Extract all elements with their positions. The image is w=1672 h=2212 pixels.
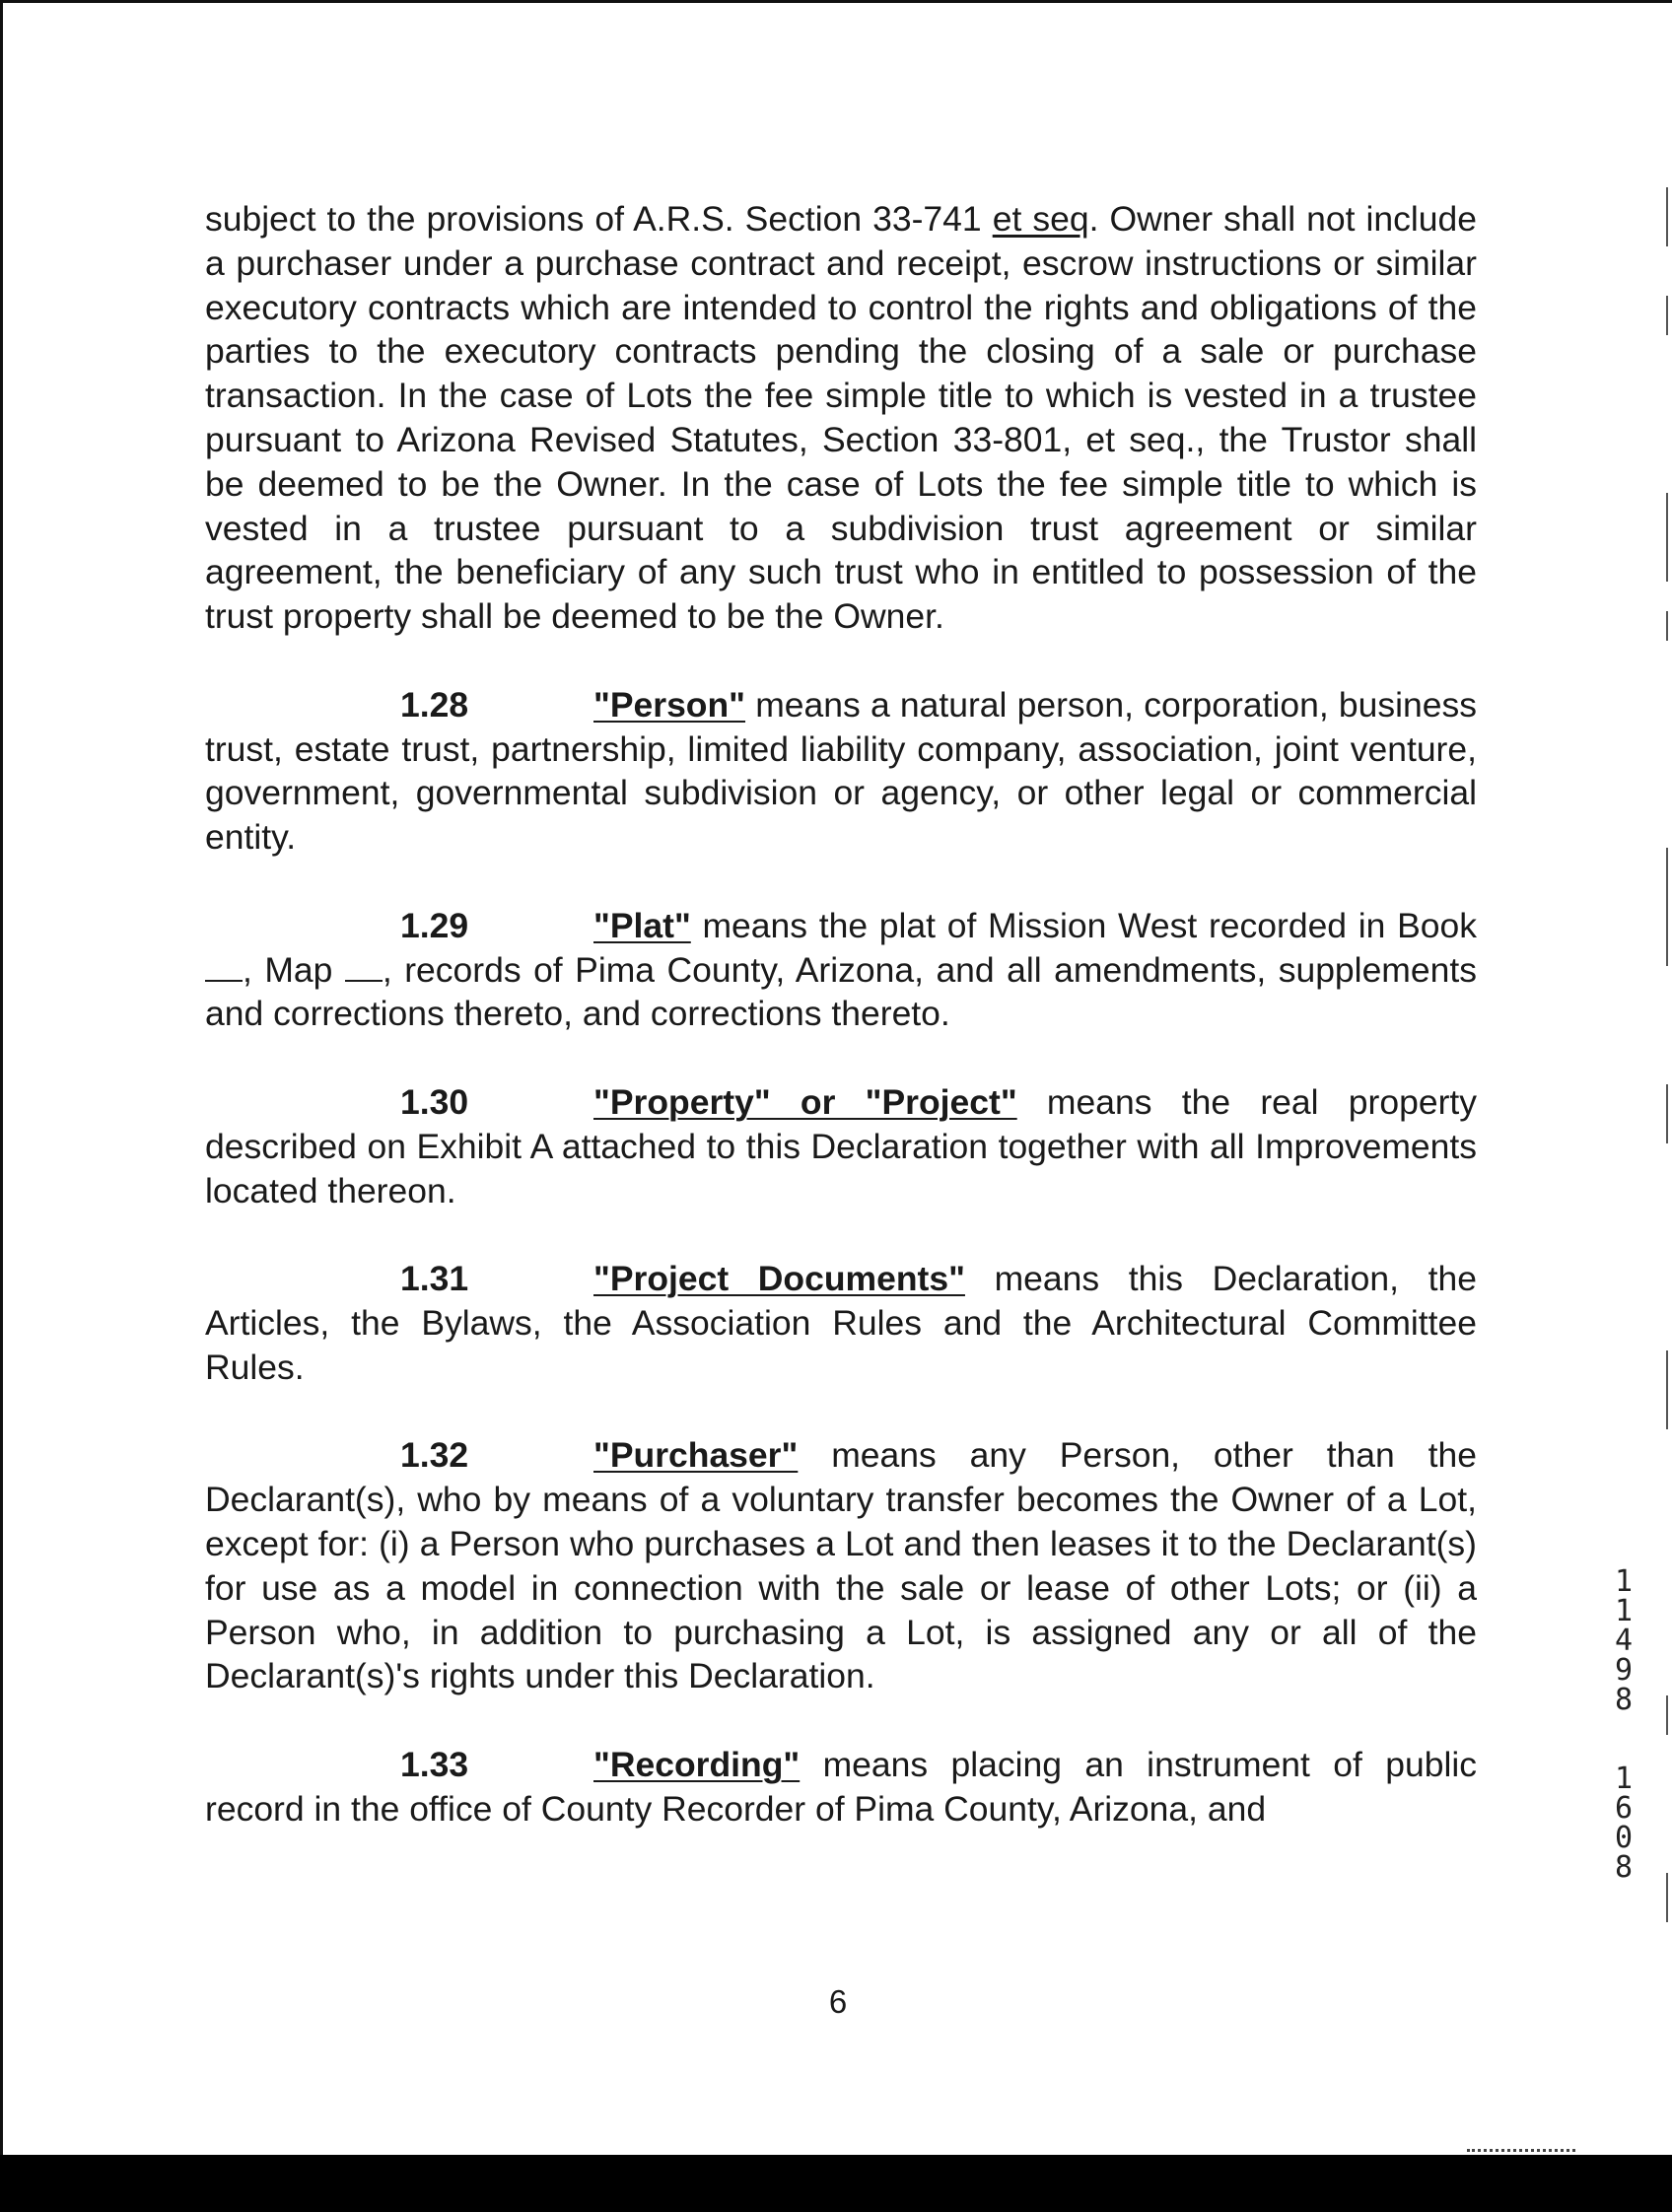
document-body bbox=[205, 197, 1477, 1875]
side-recording-stamp-bottom: 1608 bbox=[1614, 1762, 1634, 1885]
scan-right-edge bbox=[1666, 0, 1669, 2155]
section-number: 1.31 bbox=[400, 1259, 469, 1299]
section-text: means a natural person, corporation, business trust, estate trust, partnership, limited liability company, association, joint venture, government, governmental subdivision or agency, or other legal or commercial entity. bbox=[205, 684, 1477, 858]
defined-term-property: "Property" or "Project" bbox=[593, 1081, 1017, 1122]
section-1-29 bbox=[205, 904, 1477, 1036]
opening-paragraph bbox=[205, 197, 1477, 639]
section-1-28 bbox=[205, 683, 1477, 860]
defined-term-plat: "Plat" bbox=[593, 905, 691, 945]
section-1-31 bbox=[205, 1257, 1477, 1389]
section-number: 1.32 bbox=[400, 1435, 469, 1476]
scan-border-left bbox=[0, 0, 3, 2212]
section-text: means placing an instrument of public record in the office of County Recorder of Pima County, Arizona, and bbox=[205, 1744, 1477, 1829]
et-seq-underlined: et seq bbox=[992, 199, 1089, 239]
section-number: 1.30 bbox=[400, 1081, 469, 1122]
scan-border-bottom bbox=[0, 2155, 1672, 2212]
opening-text-rest: . Owner shall not include a purchaser under a purchase contract and receipt, escrow instructions or similar executory contracts which are intended to control the rights and obligations of the parties to the executory contracts pending the closing of a sale or purchase transaction. In the case of Lots the fee simple title to which is vested in a trustee pursuant to Arizona Revised Statutes, Section 33-801, et seq., the Trustor shall be deemed to be the Owner. In the case of Lots the fee simple title to which is vested in a trustee pursuant to a subdivision trust agreement or similar agreement, the beneficiary of any such trust who in entitled to possession of the trust property shall be deemed to be the Owner. bbox=[205, 199, 1478, 637]
section-1-33 bbox=[205, 1743, 1477, 1832]
section-number: 1.29 bbox=[400, 905, 469, 945]
section-text: means any Person, other than the Declarant(s), who by means of a voluntary transfer becomes the Owner of a Lot, except for: (i) a Person who purchases a Lot and then leases it to the Declarant(s) for use as a model in connection with the sale or lease of other Lots; or (ii) a Person who, in addition to purchasing a Lot, is assigned any or all of the Declarant(s)'s rights under this Declaration. bbox=[205, 1435, 1477, 1696]
page-number: 6 bbox=[828, 1983, 848, 2020]
section-text: , records of Pima County, Arizona, and all amendments, supplements and corrections thereto, and corrections thereto. bbox=[205, 949, 1477, 1034]
section-1-32 bbox=[205, 1433, 1477, 1698]
section-text: means this Declaration, the Articles, the Bylaws, the Association Rules and the Architectural Committee Rules. bbox=[205, 1259, 1478, 1387]
section-text: means the plat of Mission West recorded in Book bbox=[690, 905, 1477, 945]
book-blank bbox=[205, 950, 243, 982]
scan-artifact bbox=[1467, 2149, 1575, 2158]
defined-term-recording: "Recording" bbox=[593, 1744, 801, 1784]
map-blank bbox=[345, 950, 383, 982]
side-recording-stamp-top: 11498 bbox=[1614, 1564, 1634, 1717]
defined-term-person: "Person" bbox=[593, 684, 746, 725]
scan-border-top bbox=[0, 0, 1672, 3]
section-1-30 bbox=[205, 1080, 1477, 1212]
section-number: 1.33 bbox=[400, 1744, 469, 1784]
opening-text-prefix: subject to the provisions of A.R.S. Section 33-741 bbox=[205, 199, 993, 239]
defined-term-purchaser: "Purchaser" bbox=[593, 1435, 799, 1476]
section-number: 1.28 bbox=[400, 684, 469, 725]
section-text: means the real property described on Exhibit A attached to this Declaration together with all Improvements located thereon. bbox=[205, 1081, 1478, 1210]
section-text: , Map bbox=[243, 949, 345, 990]
defined-term-project-documents: "Project Documents" bbox=[593, 1259, 965, 1299]
